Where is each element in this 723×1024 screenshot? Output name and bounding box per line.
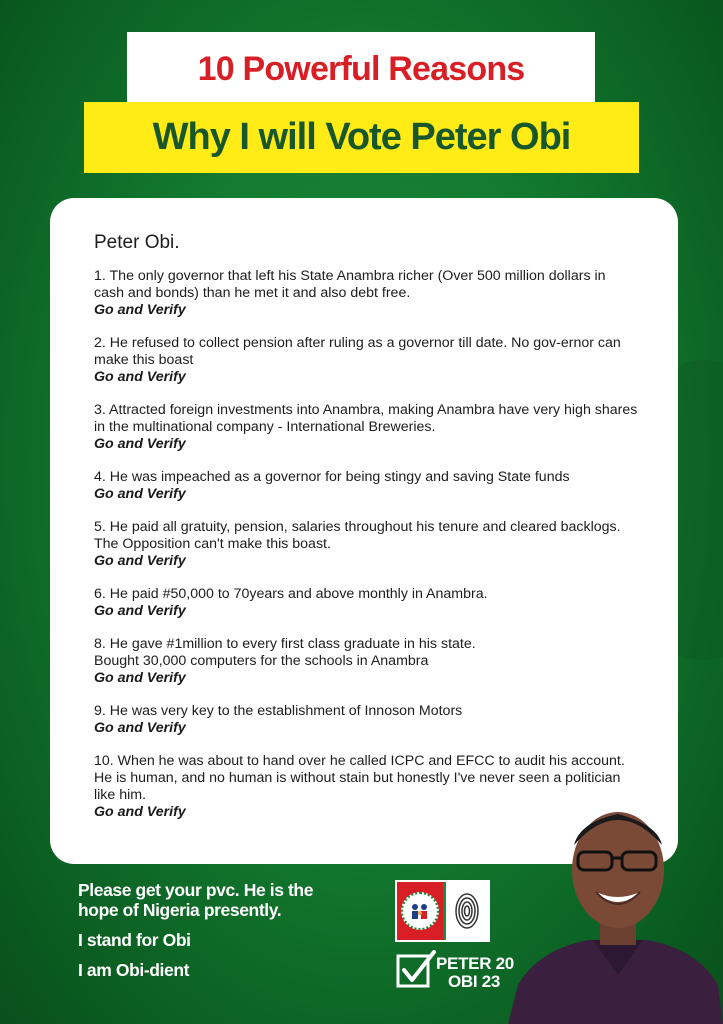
title-line-2: Why I will Vote Peter Obi [152, 116, 571, 158]
go-and-verify-label: Go and Verify [94, 720, 186, 736]
candidate-portrait [508, 800, 723, 1024]
logo-emblem-icon [401, 892, 439, 930]
reason-item [94, 703, 638, 737]
labour-party-logo-icon [395, 880, 490, 942]
ballot-name-line-1: PETER 20 [436, 954, 514, 973]
go-and-verify-label: Go and Verify [94, 553, 186, 569]
ballot-name-line-2: OBI 23 [448, 972, 501, 991]
reason-item [94, 636, 638, 687]
thumbprint-icon [454, 892, 480, 930]
go-and-verify-label: Go and Verify [94, 436, 186, 452]
reason-text: 9. He was very key to the establishment of Innoson Motors [94, 703, 463, 719]
reason-text: 1. The only governor that left his State Anambra richer (Over 500 million dollars in cash and bonds) than he met it and also debt free. [94, 268, 606, 301]
footer-appeal [78, 880, 313, 980]
obi-dient: I am Obi-dient [78, 960, 190, 980]
appeal-line-1: Please get your pvc. He is the [78, 880, 314, 900]
ballot-name [436, 955, 514, 991]
reason-item [94, 519, 638, 570]
go-and-verify-label: Go and Verify [94, 302, 186, 318]
title-banner-bottom [84, 102, 639, 173]
reason-item [94, 469, 638, 503]
reason-text: 3. Attracted foreign investments into Anambra, making Anambra have very high shares in the multinational company - International Breweries. [94, 402, 638, 435]
reason-item [94, 335, 638, 386]
reason-text: 4. He was impeached as a governor for being stingy and saving State funds [94, 469, 570, 485]
reason-item [94, 402, 638, 453]
title-banner-top [127, 32, 595, 106]
reason-text: 2. He refused to collect pension after ruling as a governor till date. No gov-ernor can make this boast [94, 335, 621, 368]
checkbox-tick-icon [396, 950, 436, 990]
title-line-1: 10 Powerful Reasons [197, 49, 525, 88]
reason-item [94, 268, 638, 319]
go-and-verify-label: Go and Verify [94, 486, 186, 502]
card-heading: Peter Obi. [94, 232, 180, 253]
appeal-line-2: hope of Nigeria presently. [78, 900, 282, 920]
go-and-verify-label: Go and Verify [94, 369, 186, 385]
reason-text: 8. He gave #1million to every first class graduate in his state. Bought 30,000 computers for the schools in Anambra [94, 636, 476, 669]
reasons-card [50, 198, 678, 864]
ballot-check-icon [396, 950, 436, 990]
go-and-verify-label: Go and Verify [94, 603, 186, 619]
family-emblem-icon [409, 902, 431, 920]
reason-text: 6. He paid #50,000 to 70years and above monthly in Anambra. [94, 586, 488, 602]
logo-white-panel [443, 882, 489, 940]
reason-text: 10. When he was about to hand over he called ICPC and EFCC to audit his account. He is human, and no human is without stain but honestly I've never seen a politician like him. [94, 753, 625, 803]
reason-item [94, 586, 638, 620]
go-and-verify-label: Go and Verify [94, 670, 186, 686]
logo-red-panel [397, 882, 443, 940]
stand-for-obi: I stand for Obi [78, 930, 191, 950]
go-and-verify-label: Go and Verify [94, 804, 186, 820]
reason-text: 5. He paid all gratuity, pension, salaries throughout his tenure and cleared backlogs. The Opposition can't make this boast. [94, 519, 621, 552]
